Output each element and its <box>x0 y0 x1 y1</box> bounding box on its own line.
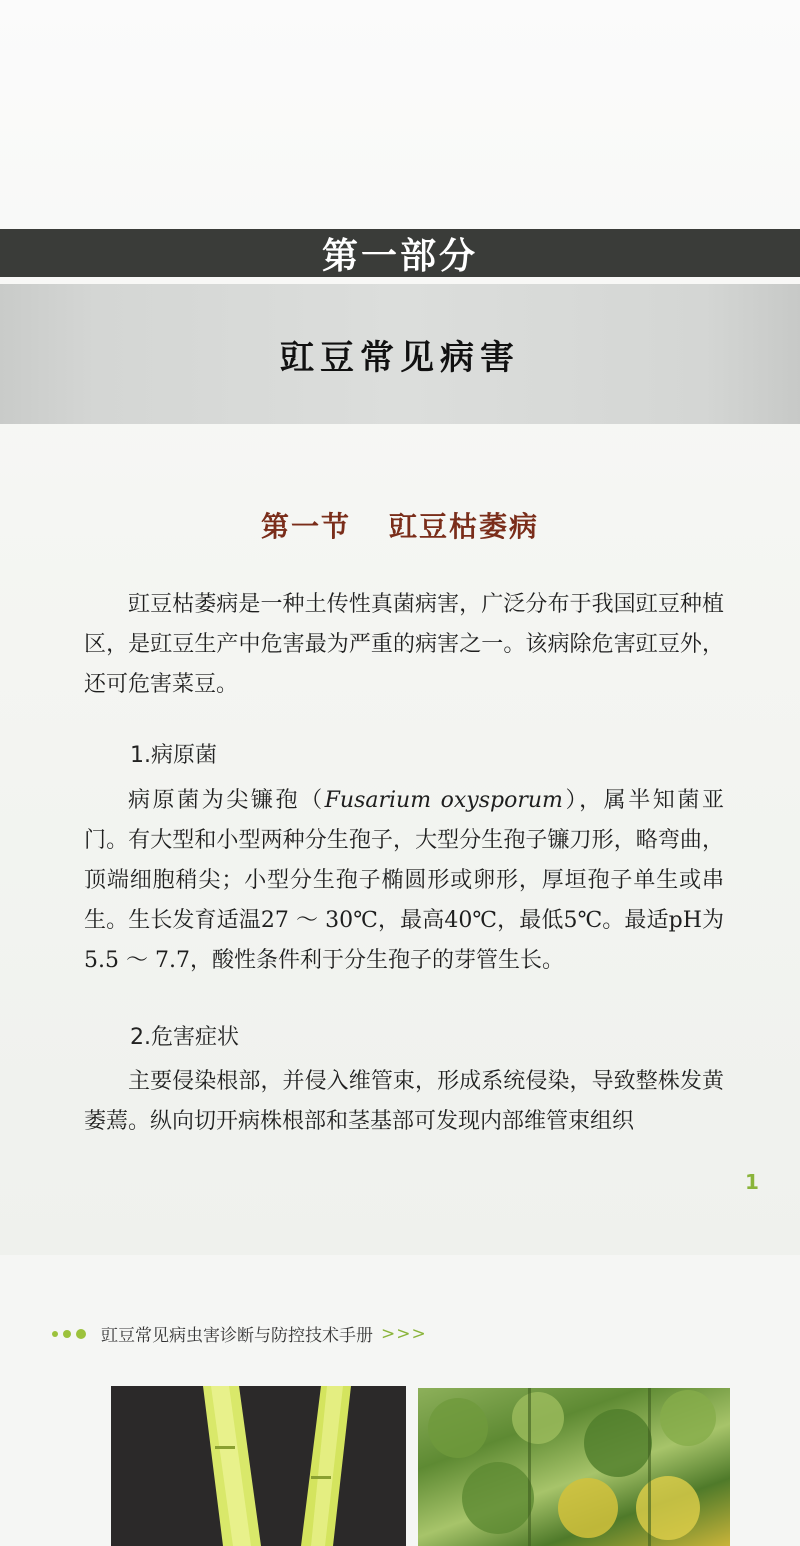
part-banner <box>0 229 800 277</box>
pathogen-text-before: 病原菌为尖镰孢（ <box>128 788 325 813</box>
pathogen-heading: 1.病原菌 <box>130 743 217 768</box>
running-header-title: 豇豆常见病虫害诊断与防控技术手册 <box>101 1326 373 1346</box>
section-title: 豇豆枯萎病 <box>389 510 540 543</box>
arrows-icon: >>> <box>381 1323 427 1344</box>
part-title-banner <box>0 284 800 424</box>
pathogen-text-after: ），属半知菌亚门。有大型和小型两种分生孢子，大型分生孢子镰刀形，略弯曲，顶端细胞稍尖；小型分生孢子椭圆形或卵形，厚垣孢子单生或串生。生长发育适温27 ～ 30℃，最高40℃，最低5℃。最适pH为5.5 ～ 7.7，酸性条件利于分生孢子的芽管生长。 <box>84 788 724 973</box>
symptoms-heading: 2.危害症状 <box>130 1025 239 1050</box>
intro-paragraph: 豇豆枯萎病是一种土传性真菌病害，广泛分布于我国豇豆种植区，是豇豆生产中危害最为严重的病害之一。该病除危害豇豆外，还可危害菜豆。 <box>84 592 724 697</box>
running-header <box>52 1321 427 1346</box>
photo-stem-section <box>111 1386 406 1546</box>
dots-icon <box>52 1329 91 1339</box>
symptoms-paragraph: 主要侵染根部，并侵入维管束，形成系统侵染，导致整株发黄萎蔫。纵向切开病株根部和茎基部可发现内部维管束组织 <box>84 1069 724 1134</box>
part-title: 豇豆常见病害 <box>280 337 520 378</box>
pathogen-paragraph <box>84 781 724 981</box>
page-number: 1 <box>745 1170 759 1194</box>
photo-field-plants <box>418 1388 730 1546</box>
pathogen-latin-name: Fusarium oxysporum <box>324 788 563 813</box>
page-two <box>0 1255 800 1546</box>
section-number: 第一节 <box>260 510 351 543</box>
part-label: 第一部分 <box>321 235 478 277</box>
section-heading <box>0 505 800 545</box>
